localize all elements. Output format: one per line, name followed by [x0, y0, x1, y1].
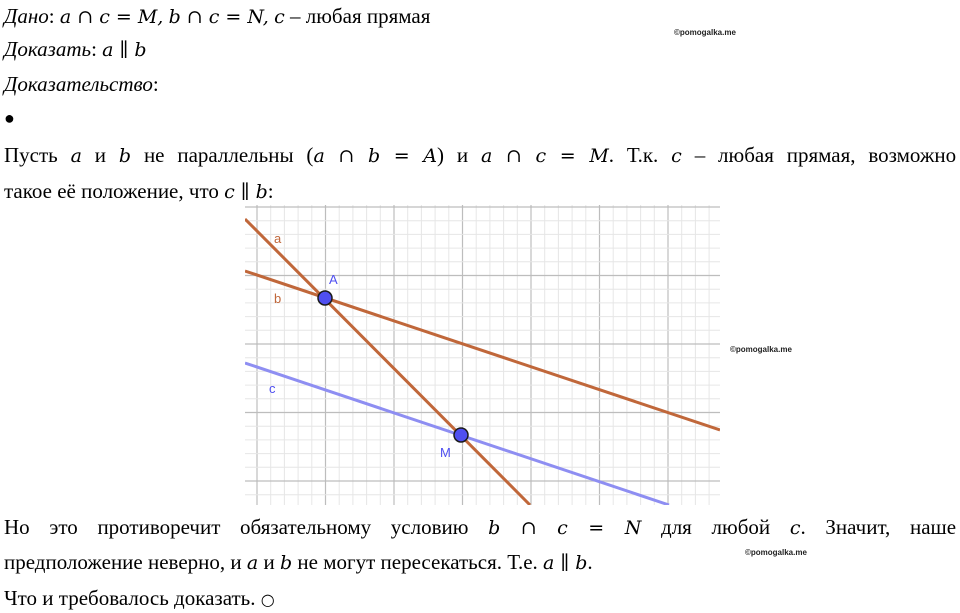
given-expr-3: c — [274, 6, 285, 28]
para1-line2 — [4, 178, 274, 205]
p1-var-a: a — [70, 145, 82, 167]
watermark-2: ©pomogalka.me — [730, 345, 792, 354]
proof-colon: : — [152, 72, 159, 96]
p2-l2-expr: a ∥ b — [543, 552, 588, 574]
p1-expr-1: a ∩ b = A — [313, 145, 438, 167]
given-text: – любая прямая — [290, 4, 431, 28]
p2-l2-t2: и — [263, 550, 275, 574]
p2-l2-t3: не могут пересекаться. Т.е. — [297, 550, 538, 574]
para1-line1 — [4, 142, 956, 169]
p2-var-c: c — [789, 517, 801, 539]
p2-expr-1: b ∩ c = N — [488, 517, 642, 539]
p2-t2: для любой — [661, 515, 771, 539]
proof-label: Доказательство — [4, 72, 153, 96]
conclusion-text: Что и требовалось доказать. — [4, 586, 256, 610]
prove-expr: a ∥ b — [102, 39, 147, 61]
label-line-a: a — [274, 231, 282, 246]
p1-t1: Пусть — [4, 143, 58, 167]
p2-t1: Но это противоречит обязательному условию — [4, 515, 469, 539]
point-a — [318, 291, 332, 305]
p1-t3: не параллельны ( — [143, 143, 314, 167]
p1-expr-2: a ∩ c = M — [480, 145, 609, 167]
geometry-figure — [245, 205, 720, 505]
given-label: Дано — [4, 4, 49, 28]
given-colon: : — [48, 4, 55, 28]
proof-line — [4, 71, 159, 97]
grid — [245, 205, 720, 505]
p2-l2-t4: . — [587, 550, 593, 574]
conclusion-line — [4, 585, 275, 613]
prove-label: Доказать — [4, 37, 92, 61]
label-line-c: c — [269, 381, 276, 396]
prove-line — [4, 36, 147, 63]
p2-l2-t1: предположение неверно, и — [4, 550, 242, 574]
p1-l2-t2: : — [267, 179, 274, 203]
p1-t5: . Т.к. — [608, 143, 659, 167]
line-b — [245, 271, 720, 430]
p1-var-c: c — [671, 145, 682, 167]
watermark-3: ©pomogalka.me — [745, 548, 807, 557]
p2-l2-var-a: a — [246, 552, 259, 574]
p1-var-b: b — [118, 145, 132, 167]
given-expr-1: a ∩ c = M, — [59, 6, 164, 28]
given-line — [4, 3, 430, 30]
label-point-a: A — [329, 272, 338, 287]
point-m — [454, 428, 468, 442]
p2-t3: . Значит, наше — [800, 515, 957, 539]
para2-line1 — [4, 514, 956, 541]
para2-line2 — [4, 549, 593, 576]
label-line-b: b — [274, 291, 282, 306]
qed-mark: ○ — [260, 590, 275, 609]
p1-l2-t1: такое её положение, что — [4, 179, 219, 203]
p1-t6: – любая прямая, возможно — [694, 143, 957, 167]
label-point-m: M — [440, 445, 451, 460]
p2-l2-var-b: b — [279, 552, 293, 574]
p1-t2: и — [94, 143, 107, 167]
proof-bullet: ● — [4, 108, 15, 128]
watermark-1: ©pomogalka.me — [674, 28, 736, 37]
p1-l2-expr: c ∥ b — [224, 181, 268, 203]
given-expr-2: b ∩ c = N, — [168, 6, 269, 28]
prove-colon: : — [91, 37, 97, 61]
p1-t4: ) и — [437, 143, 469, 167]
